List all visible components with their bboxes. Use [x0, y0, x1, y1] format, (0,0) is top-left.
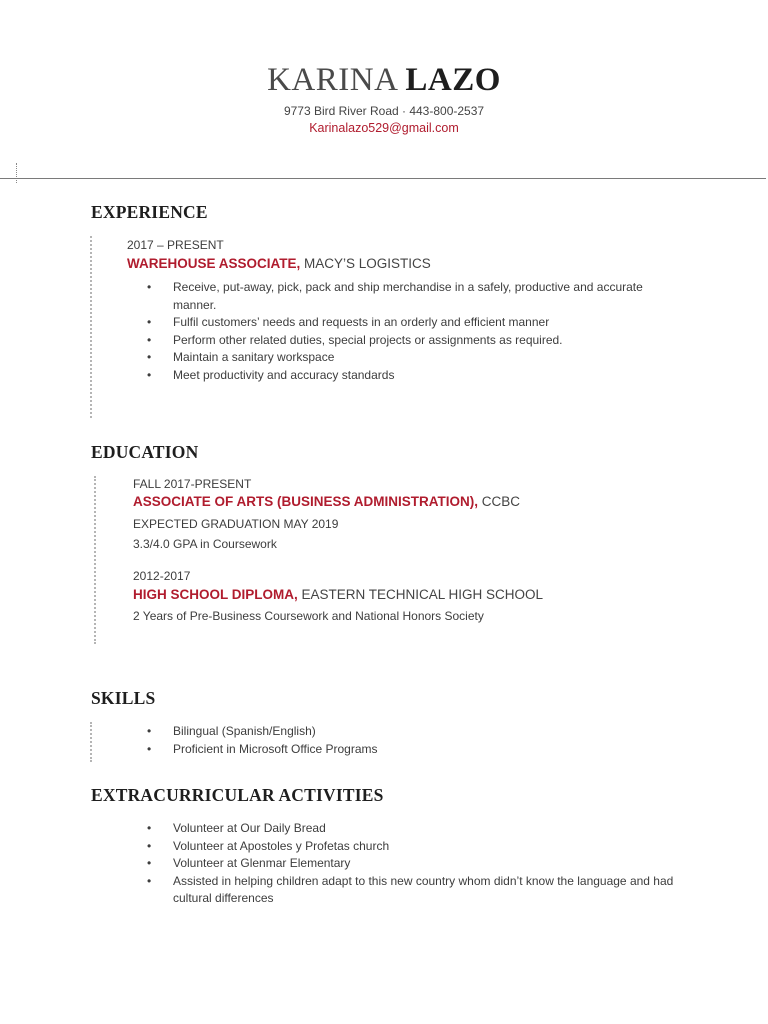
degree-title: ASSOCIATE OF ARTS (BUSINESS ADMINISTRATION), — [133, 494, 479, 509]
job-dates: 2017 – PRESENT — [127, 238, 224, 252]
list-item: • Volunteer at Our Daily Bread — [147, 820, 677, 838]
education-dotted-line — [94, 476, 96, 644]
education-degree — [133, 587, 543, 602]
education-detail: EXPECTED GRADUATION MAY 2019 — [133, 517, 339, 531]
school-name: EASTERN TECHNICAL HIGH SCHOOL — [297, 587, 544, 602]
last-name: LAZO — [405, 62, 501, 98]
experience-dotted-line — [90, 236, 92, 418]
contact-line: 9773 Bird River Road · 443-800-2537 — [283, 104, 485, 118]
education-heading: EDUCATION — [91, 442, 199, 462]
list-item: • Volunteer at Glenmar Elementary — [147, 855, 677, 873]
first-name: KARINA — [267, 62, 397, 98]
job-title: WAREHOUSE ASSOCIATE, — [127, 256, 301, 271]
list-item: • Maintain a sanitary workspace — [147, 349, 677, 367]
resume-name — [0, 62, 768, 99]
education-dates: FALL 2017-PRESENT — [133, 477, 252, 491]
list-item: • Bilingual (Spanish/English) — [147, 723, 677, 741]
margin-marker — [16, 163, 17, 183]
experience-heading: EXPERIENCE — [91, 202, 208, 222]
job-duties-list — [147, 279, 677, 384]
skills-heading: SKILLS — [91, 688, 156, 708]
education-dates: 2012-2017 — [133, 569, 191, 583]
activities-list — [147, 820, 677, 908]
skills-list — [147, 723, 677, 758]
list-item: • Fulfil customers’ needs and requests in an orderly and efficient manner — [147, 314, 677, 332]
job-role — [127, 256, 431, 271]
degree-title: HIGH SCHOOL DIPLOMA, — [133, 587, 298, 602]
list-item: • Volunteer at Apostoles y Profetas church — [147, 838, 677, 856]
list-item: • Meet productivity and accuracy standards — [147, 367, 677, 385]
education-detail: 3.3/4.0 GPA in Coursework — [133, 537, 277, 551]
list-item: • Perform other related duties, special projects or assignments as required. — [147, 332, 677, 350]
skills-dotted-line — [90, 722, 92, 762]
job-org: MACY’S LOGISTICS — [300, 256, 431, 271]
list-item: • Proficient in Microsoft Office Programs — [147, 741, 677, 759]
header-divider — [0, 178, 766, 179]
list-item: • Assisted in helping children adapt to this new country whom didn’t know the language and had cultural differences — [147, 873, 677, 908]
education-degree — [133, 494, 520, 509]
school-name: CCBC — [478, 494, 521, 509]
education-detail: 2 Years of Pre-Business Coursework and National Honors Society — [133, 609, 484, 623]
list-item: • Receive, put-away, pick, pack and ship merchandise in a safely, productive and accurate manner. — [147, 279, 677, 314]
email-link[interactable]: Karinalazo529@gmail.com — [309, 121, 459, 135]
activities-heading: EXTRACURRICULAR ACTIVITIES — [91, 785, 384, 805]
